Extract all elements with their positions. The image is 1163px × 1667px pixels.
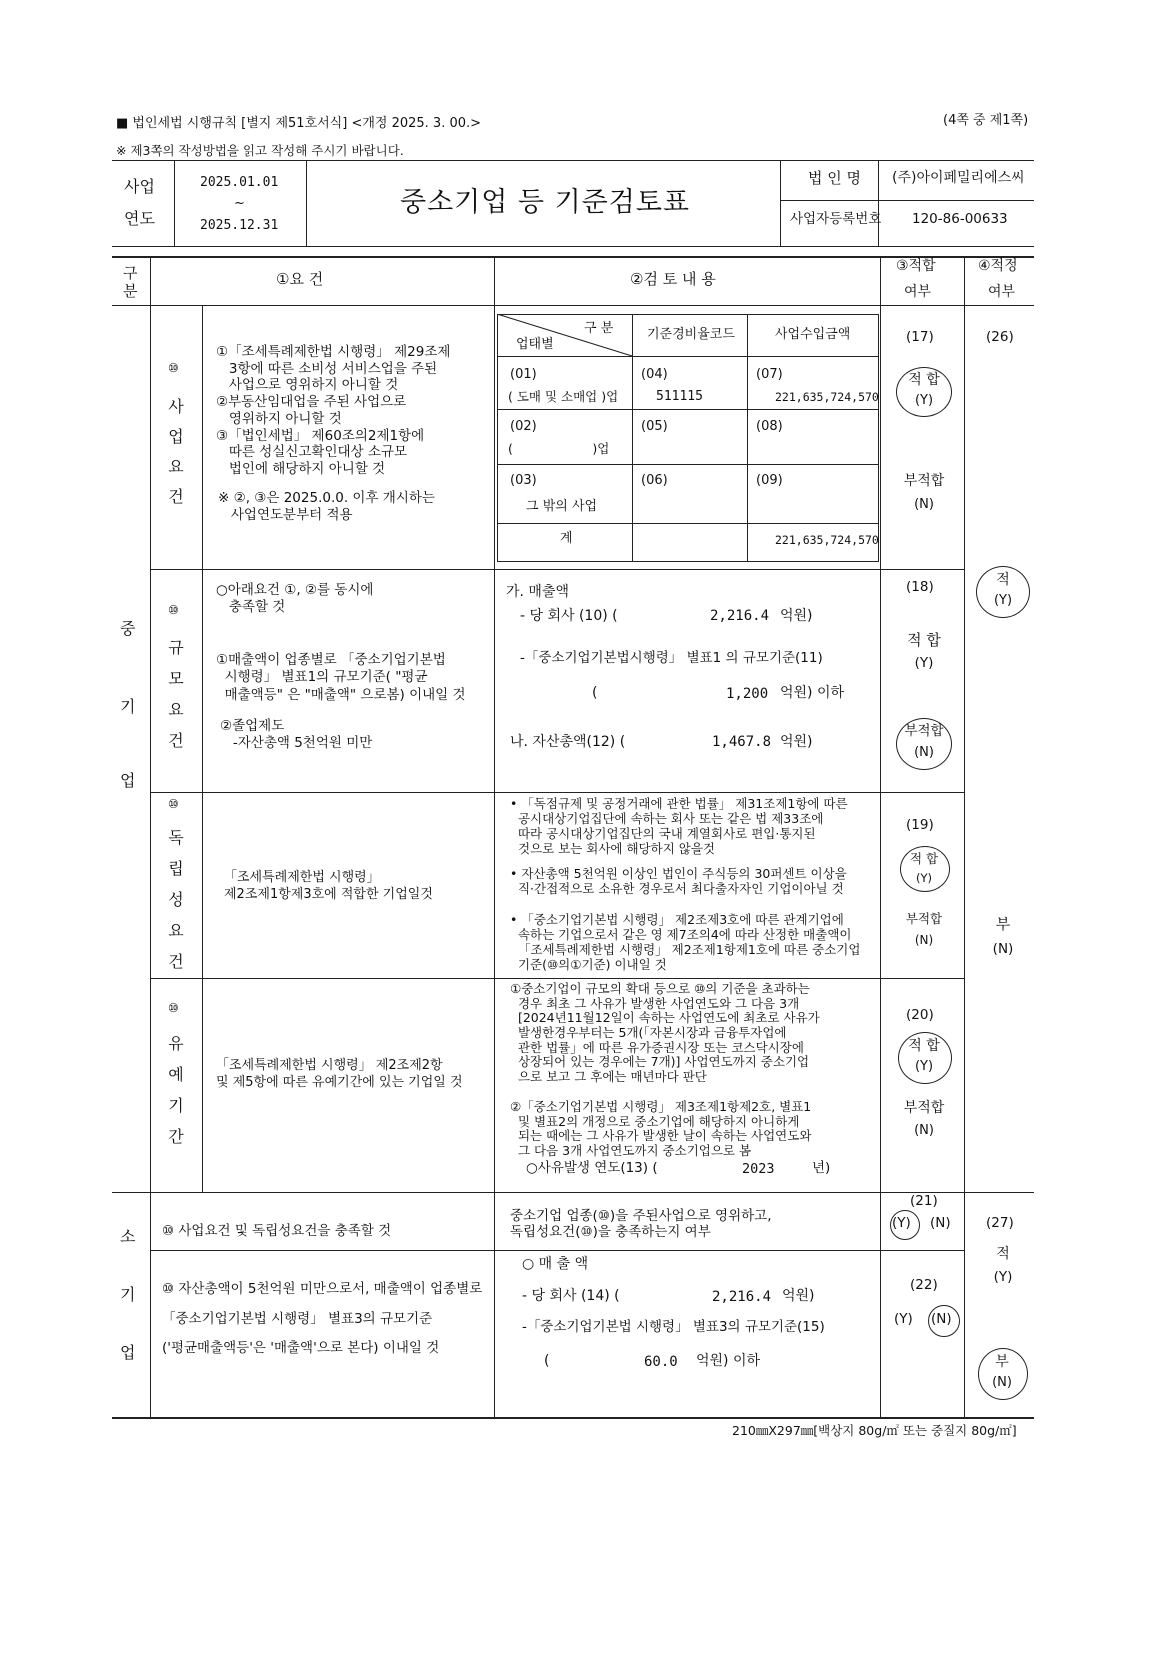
paper-spec: 210㎜X297㎜[백상지 80g/㎡ 또는 중질지 80g/㎡]: [732, 1423, 1017, 1438]
scale-proper-yes-2: (Y): [993, 593, 1013, 608]
small-row1-fit-no: (21): [910, 1193, 938, 1209]
scale-review-a2: -「중소기업기본법시행령」 별표1 의 규모기준(11): [520, 650, 823, 666]
independence-fit-no-label-2: (N): [914, 933, 934, 947]
small-proper-no-label-2: (N): [992, 1375, 1012, 1390]
small-proper-yes-1: 적: [996, 1246, 1010, 1262]
grace-label-4: 간: [168, 1127, 184, 1146]
scale-review-a: 가. 매출액: [506, 584, 569, 600]
independence-req-text: 「조세특례제한법 시행령」 제2조제1항제3호에 적합한 기업일것: [224, 870, 433, 902]
total-amount: 221,635,724,570: [775, 533, 879, 547]
small-row2-req-1: ⑩ 자산총액이 5천억원 미만으로서, 매출액이 업종별로: [162, 1281, 483, 1297]
business-num: ⑩: [168, 361, 179, 375]
grace-review-3-label: ○사유발생 연도(13) (: [526, 1160, 658, 1176]
col-proper-1: ④적정: [978, 258, 1018, 274]
scale-req-text-3: ②졸업제도 -자산총액 5천억원 미만: [220, 718, 373, 752]
row1-type: ( 도매 및 소매업 )업: [508, 389, 619, 404]
scale-review-a1-label: - 당 회사 (10) (: [520, 608, 618, 624]
business-req-note: ※ ②, ③은 2025.0.0. 이후 개시하는 사업연도분부터 적용: [218, 490, 435, 524]
row2-no: (02): [510, 419, 537, 434]
independence-fit-yes-2: (Y): [916, 871, 932, 885]
row2-code-no: (05): [641, 419, 668, 434]
small-review-a1-value: 2,216.4: [712, 1289, 772, 1305]
business-fit-yes-1: 적 합: [908, 372, 940, 388]
col-amount-header: 사업수입금액: [775, 327, 851, 342]
business-fit-no: (17): [906, 329, 934, 345]
grace-review-1: ①중소기업이 규모의 확대 등으로 ⑩의 기준을 초과하는 경우 최초 그 사유가 발생한 사업연도와 그 다음 3개 [2024년11월12일이 속하는 사업연도에 최초로 사유가 발생한경우부터는 5개(「자본시장과 금융투자업에 관한 법률」에 따른 유가증권시장 또는 코스닥시장에 상장되어 있는 경우에는 7개)] 사업연도까지 중소기업 으로 보고 그 후에는 매년마다 판단: [510, 981, 820, 1084]
grace-fit-no-label-1: 부적합: [903, 1100, 945, 1116]
diag-bottom-label: 업태별: [516, 337, 554, 352]
business-req-text: ①「조세특례제한법 시행령」 제29조제 3항에 따른 소비성 서비스업을 주된 사업으로 영위하지 아니할 것 ②부동산임대업을 주된 사업으로 영위하지 아니할 것 ③「법인세법」 제60조의2제1항에 따른 성실신고확인대상 소규모 법인에 해당하지 아니할 것: [216, 344, 451, 478]
row3-code-no: (06): [641, 473, 668, 488]
col-division-1: 구: [123, 264, 138, 282]
row3-no: (03): [510, 473, 537, 488]
scale-review-b-value: 1,467.8: [712, 734, 772, 750]
business-label-4: 건: [168, 487, 184, 506]
business-label-3: 요: [168, 457, 184, 476]
independence-label-1: 독: [168, 828, 184, 847]
col-review: ②검 토 내 용: [630, 270, 716, 288]
scale-req-text-2: ①매출액이 업종별로 「중소기업기본법 시행령」 별표1의 규모기준( "평균 매출액등" 은 "매출액" 으로봄) 이내일 것: [216, 652, 466, 703]
period-label-2: 연도: [124, 209, 155, 228]
period-label-1: 사업: [124, 177, 155, 196]
col-requirement: ①요 건: [276, 270, 324, 288]
page-title: 중소기업 등 기준검토표: [400, 187, 690, 218]
period-tilde: ~: [234, 196, 245, 211]
small-label-1: 소: [120, 1227, 136, 1246]
scale-label-1: 규: [168, 638, 184, 657]
grace-review-3-unit: 년): [812, 1160, 831, 1176]
col-fit-2: 여부: [904, 284, 932, 300]
scale-review-a1-unit: 억원): [780, 608, 813, 624]
grace-fit-yes-2: (Y): [914, 1059, 934, 1074]
col-fit-1: ③적합: [896, 258, 936, 274]
scale-label-4: 건: [168, 731, 184, 750]
corp-name-value: (주)아이페밀리에스씨: [892, 170, 1025, 186]
scale-num: ⑩: [168, 603, 179, 617]
grace-label-2: 예: [168, 1065, 184, 1084]
row1-amount: 221,635,724,570: [775, 390, 879, 404]
small-review-a2: -「중소기업기본법 시행령」 별표3의 규모기준(15): [522, 1319, 825, 1335]
period-start: 2025.01.01: [200, 175, 279, 190]
small-row1-req: ⑩ 사업요건 및 독립성요건을 충족할 것: [162, 1223, 392, 1239]
scale-req-text: ○아래요건 ①, ②를 동시에 충족할 것: [216, 582, 374, 616]
scale-review-b-label: 나. 자산총액(12) (: [510, 734, 626, 750]
sme-label-3: 업: [120, 771, 136, 790]
grace-req-text: 「조세특례제한법 시행령」 제2조제2항 및 제5항에 따른 유예기간에 있는 기업일 것: [216, 1058, 463, 1090]
small-review-a3-open: (: [544, 1353, 550, 1369]
business-label-2: 업: [168, 427, 184, 446]
scale-fit-no-label-1: 부적합: [904, 723, 944, 739]
small-row2-yes: (Y): [894, 1311, 913, 1327]
col-division-2: 분: [123, 282, 138, 300]
small-row2-req-3: ('평균매출액등'은 '매출액'으로 본다) 이내일 것: [162, 1340, 440, 1356]
business-fit-no-label-2: (N): [914, 497, 934, 512]
independence-label-4: 요: [168, 921, 184, 940]
scale-review-b-unit: 억원): [780, 734, 813, 750]
small-review-a1-unit: 억원): [782, 1288, 815, 1304]
small-row1-yes: (Y): [892, 1215, 911, 1231]
row1-no: (01): [510, 367, 537, 382]
small-proper-yes-2: (Y): [993, 1269, 1013, 1285]
business-label-1: 사: [168, 397, 184, 416]
row2-type: ( )업: [508, 441, 610, 456]
small-review-a: ○ 매 출 액: [522, 1256, 589, 1272]
grace-label-1: 유: [168, 1034, 184, 1053]
independence-label-5: 건: [168, 952, 184, 971]
small-review-a3-unit: 억원) 이하: [696, 1353, 761, 1369]
biz-reg-value: 120-86-00633: [912, 211, 1008, 227]
business-fit-no-label-1: 부적합: [903, 473, 945, 489]
independence-fit-no: (19): [906, 817, 934, 833]
small-label-2: 기: [120, 1285, 136, 1304]
sme-label-1: 중: [120, 619, 136, 638]
small-row1-no: (N): [930, 1215, 951, 1231]
grace-fit-no: (20): [906, 1007, 934, 1023]
small-row2-no: (N): [931, 1311, 952, 1327]
row1-amt-no: (07): [756, 367, 783, 382]
independence-num: ⑩: [168, 797, 179, 811]
col-code-header: 기준경비율코드: [647, 327, 735, 342]
independence-proper-no-2: (N): [992, 941, 1014, 957]
row1-code-no: (04): [641, 367, 668, 382]
small-label-3: 업: [120, 1343, 136, 1362]
scale-review-a3-open: (: [592, 685, 598, 701]
independence-label-3: 성: [168, 890, 184, 909]
row1-code: 511115: [656, 389, 703, 404]
independence-label-2: 립: [168, 859, 184, 878]
scale-fit-no-label-2: (N): [914, 745, 934, 760]
grace-label-3: 기: [168, 1096, 184, 1115]
scale-fit-yes-2: (Y): [914, 655, 934, 671]
small-proper-no-label-1: 부: [995, 1354, 1009, 1370]
grace-num: ⑩: [168, 1001, 179, 1015]
col-proper-2: 여부: [988, 284, 1016, 300]
row2-amt-no: (08): [756, 419, 783, 434]
row3-type: 그 밖의 사업: [526, 499, 598, 514]
grace-fit-no-label-2: (N): [914, 1123, 934, 1138]
independence-review-2: • 자산총액 5천억원 이상인 법인이 주식등의 30퍼센트 이상을 직·간접적으로 소유한 경우로서 최다출자자인 기업이아닐 것: [510, 866, 847, 896]
independence-fit-yes-1: 적 합: [909, 851, 939, 866]
corp-name-label: 법 인 명: [808, 169, 862, 187]
small-row2-fit-no: (22): [910, 1277, 938, 1293]
regulation-text: ■ 법인세법 시행규칙 [별지 제51호서식] <개정 2025. 3. 00.>: [116, 116, 482, 131]
independence-fit-no-label-1: 부적합: [905, 911, 943, 926]
small-proper-no: (27): [986, 1215, 1014, 1231]
row3-amt-no: (09): [756, 473, 783, 488]
small-row2-req-2: 「중소기업기본법 시행령」 별표3의 규모기준: [162, 1311, 433, 1327]
diag-top-label: 구 분: [584, 321, 614, 336]
scale-review-a1-value: 2,216.4: [710, 608, 770, 624]
business-proper-no: (26): [986, 329, 1014, 345]
small-review-a3-value: 60.0: [644, 1354, 678, 1370]
scale-proper-yes-1: 적: [996, 572, 1010, 588]
total-label: 계: [560, 531, 573, 546]
period-end: 2025.12.31: [200, 218, 279, 233]
scale-label-2: 모: [168, 669, 184, 688]
independence-review-1: • 「독점규제 및 공정거래에 관한 법률」 제31조제1항에 따른 공시대상기업집단에 속하는 회사 또는 같은 법 제33조에 따라 공시대상기업집단의 국내 계열회사로 편입·통지된 것으로 보는 회사에 해당하지 않을것: [510, 796, 848, 856]
scale-review-a3-unit: 억원) 이하: [780, 685, 845, 701]
grace-review-3-value: 2023: [742, 1161, 775, 1177]
small-review-a1-label: - 당 회사 (14) (: [522, 1288, 620, 1304]
small-row1-review: 중소기업 업종(⑩)을 주된사업으로 영위하고, 독립성요건(⑩)을 충족하는지 여부: [510, 1208, 772, 1241]
scale-fit-no: (18): [906, 579, 934, 595]
page-info: (4쪽 중 제1쪽): [943, 113, 1029, 128]
grace-fit-yes-1: 적 합: [908, 1038, 940, 1054]
scale-fit-yes-1: 적 합: [907, 631, 941, 649]
scale-review-a3-value: 1,200: [726, 686, 769, 702]
scale-label-3: 요: [168, 700, 184, 719]
instruction-text: ※ 제3쪽의 작성방법을 읽고 작성해 주시기 바랍니다.: [116, 143, 404, 158]
sme-label-2: 기: [120, 697, 136, 716]
biz-reg-label: 사업자등록번호: [790, 211, 882, 227]
independence-review-3: • 「중소기업기본법 시행령」 제2조제3호에 따른 관계기업에 속하는 기업으로서 같은 영 제7조의4에 따라 산정한 매출액이 「조세특례제한법 시행령」 제2조제1항제1호에 따른 중소기업 기준(⑩의①기준) 이내일 것: [510, 912, 861, 972]
grace-review-2: ②「중소기업기본법 시행령」 제3조제1항제2호, 별표1 및 별표2의 개정으로 중소기업에 해당하지 아니하게 되는 때에는 그 사유가 발생한 날이 속하는 사업연도와 그 다음 3개 사업연도까지 중소기업으로 봄: [510, 1099, 812, 1158]
independence-proper-no-1: 부: [995, 915, 1011, 933]
business-fit-yes-2: (Y): [914, 393, 934, 408]
